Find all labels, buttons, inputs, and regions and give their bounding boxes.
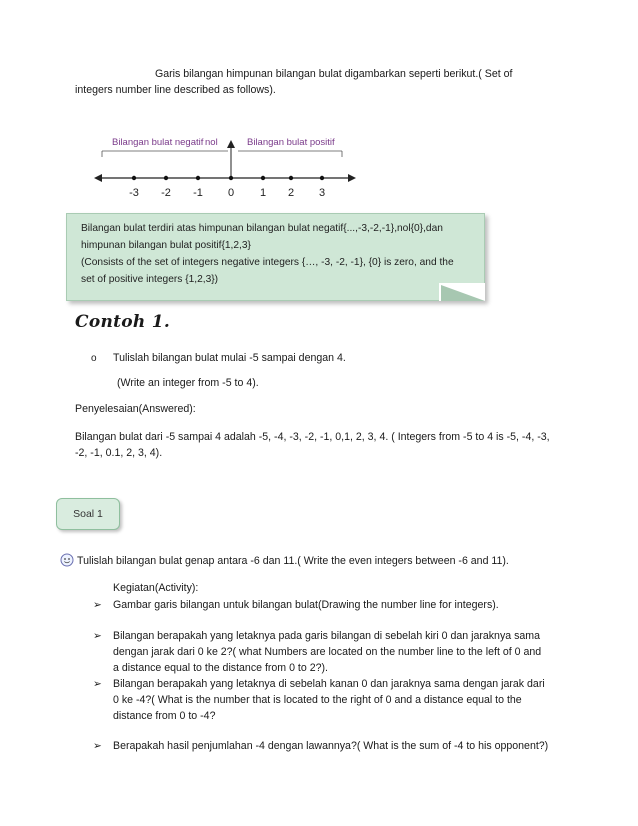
activity-item-text — [113, 676, 568, 724]
tick-label: -1 — [193, 187, 203, 199]
activity-item-text — [113, 597, 568, 613]
activity-item-text — [113, 628, 568, 676]
activity-item-line: Berapakah hasil penjumlahan -4 dengan lawannya?( What is the sum of -4 to his opponent?) — [113, 740, 549, 752]
intro-line-1: Garis bilangan himpunan bilangan bulat digambarkan seperti berikut.( Set of — [155, 68, 513, 80]
zero-pointer-arrow — [227, 140, 235, 148]
arrow-bullet-icon: ➢ — [93, 599, 102, 611]
tick-label: 3 — [318, 187, 326, 199]
tick-label: 0 — [227, 187, 235, 199]
example-heading: Contoh 1. — [75, 312, 171, 332]
tick-dot — [196, 176, 200, 180]
activity-item-text — [113, 738, 568, 754]
answer-text — [75, 429, 575, 461]
activity-item-line: Bilangan berapakah yang letaknya pada garis bilangan di sebelah kiri 0 dan jaraknya sama — [113, 630, 540, 642]
activity-item-line: Bilangan berapakah yang letaknya di sebelah kanan 0 dan jaraknya sama dengan jarak dari — [113, 678, 545, 690]
tick-label: -3 — [129, 187, 139, 199]
example-item-en: (Write an integer from -5 to 4). — [117, 377, 259, 389]
activity-item-line: Gambar garis bilangan untuk bilangan bulat(Drawing the number line for integers). — [113, 599, 499, 611]
activity-label: Kegiatan(Activity): — [113, 582, 199, 594]
bullet-circle-icon: o — [91, 353, 97, 364]
arrow-bullet-icon: ➢ — [93, 740, 102, 752]
definition-callout — [66, 213, 485, 301]
soal-button[interactable]: Soal 1 — [56, 498, 120, 530]
tick-dot — [229, 176, 233, 180]
tick-label: -2 — [161, 187, 171, 199]
tick-dot — [261, 176, 265, 180]
arrow-bullet-icon: ➢ — [93, 630, 102, 642]
activity-item-line: distance from 0 to -4? — [113, 710, 216, 722]
axis-left-arrow — [94, 174, 102, 182]
activity-item-line: 0 ke -4?( What is the number that is located to the right of 0 and a distance equal to the — [113, 694, 522, 706]
tick-dot — [320, 176, 324, 180]
example-item — [91, 350, 571, 367]
callout-line-3: (Consists of the set of integers negative integers {…, -3, -2, -1}, {0} is zero, and the — [81, 257, 454, 268]
activity-item-line: dengan jarak dari 0 ke 2?( what Numbers are located on the number line to the left of 0 and — [113, 646, 542, 658]
arrow-bullet-icon: ➢ — [93, 678, 102, 690]
intro-line-2: integers number line described as follows). — [75, 84, 276, 96]
example-item-text: Tulislah bilangan bulat mulai -5 sampai dengan 4. — [113, 352, 346, 364]
axis-right-arrow — [348, 174, 356, 182]
label-zero: nol — [205, 137, 218, 148]
tick-dot — [289, 176, 293, 180]
answer-line-1: Bilangan bulat dari -5 sampai 4 adalah -5, -4, -3, -2, -1, 0,1, 2, 3, 4. ( Integers from -5 to 4 is -5, -4, -3, — [75, 431, 550, 443]
callout-line-1: Bilangan bulat terdiri atas himpunan bilangan bulat negatif{...,-3,-2,-1},nol{0},dan — [81, 223, 443, 234]
callout-line-4: set of positive integers {1,2,3}) — [81, 274, 219, 285]
smiley-icon — [60, 553, 74, 567]
tick-label: 2 — [287, 187, 295, 199]
label-positive: Bilangan bulat positif — [247, 137, 335, 148]
callout-fold — [441, 285, 485, 301]
tick-dot — [164, 176, 168, 180]
answer-line-2: -2, -1, 0.1, 2, 3, 4). — [75, 447, 163, 459]
soal-question: Tulislah bilangan bulat genap antara -6 dan 11.( Write the even integers between -6 and 11). — [77, 555, 509, 567]
tick-label: 1 — [259, 187, 267, 199]
callout-line-2: himpunan bilangan bulat positif{1,2,3} — [81, 240, 251, 251]
label-negative: Bilangan bulat negatif — [112, 137, 204, 148]
answer-label: Penyelesaian(Answered): — [75, 403, 196, 415]
tick-marks — [129, 176, 325, 199]
activity-item-line: a distance equal to the distance from 0 to 2?). — [113, 662, 328, 674]
tick-dot — [132, 176, 136, 180]
